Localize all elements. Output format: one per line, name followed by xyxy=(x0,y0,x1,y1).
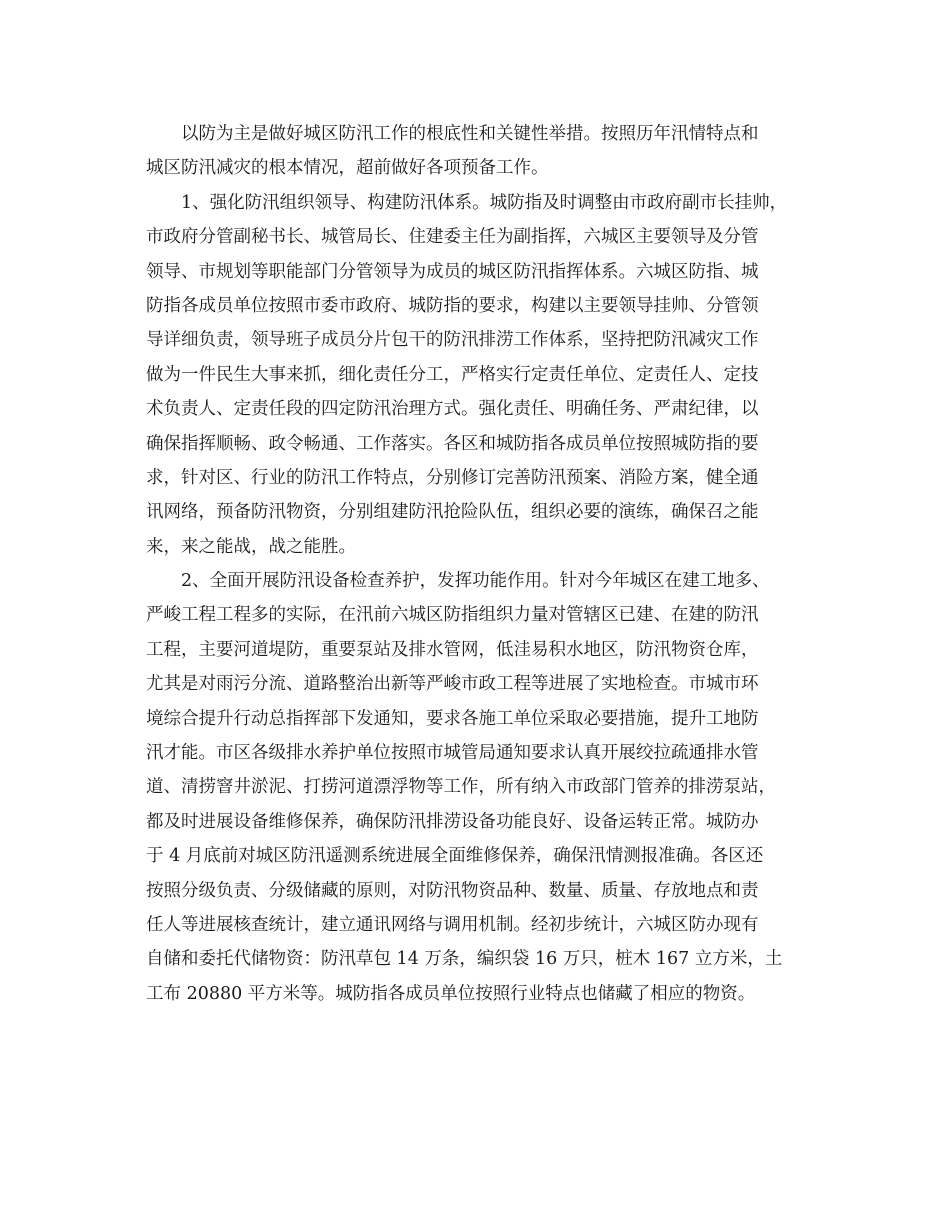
paragraph-2-line-8: 确保指挥顺畅、政令畅通、工作落实。各区和城防指各成员单位按照城防指的要 xyxy=(146,433,759,454)
paragraph-2-line-3: 领导、市规划等职能部门分管领导为成员的城区防汛指挥体系。六城区防指、城 xyxy=(146,261,759,282)
paragraph-2-line-2: 市政府分管副秘书长、城管局长、住建委主任为副指挥，六城区主要领导及分管 xyxy=(146,227,759,248)
paragraph-3-line-7: 道、清捞窨井淤泥、打捞河道漂浮物等工作，所有纳入市政部门管养的排涝泵站， xyxy=(146,777,776,798)
paragraph-3-line-4: 尤其是对雨污分流、道路整治出新等严峻市政工程等进展了实地检查。市城市环 xyxy=(146,674,759,695)
paragraph-3-line-9: 于 4 月底前对城区防汛遥测系统进展全面维修保养，确保汛情测报准确。各区还 xyxy=(146,846,764,867)
paragraph-1-line-2: 城区防汛减灾的根本情况，超前做好各项预备工作。 xyxy=(146,158,549,179)
paragraph-3-line-12: 自储和委托代储物资：防汛草包 14 万条，编织袋 16 万只，桩木 167 立方米，土 xyxy=(146,949,783,970)
paragraph-3-line-13: 工布 20880 平方米等。城防指各成员单位按照行业特点也储藏了相应的物资。 xyxy=(146,983,756,1004)
paragraph-3-line-2: 严峻工程工程多的实际，在汛前六城区防指组织力量对管辖区已建、在建的防汛 xyxy=(146,605,759,626)
paragraph-1-line-1: 以防为主是做好城区防汛工作的根底性和关键性举措。按照历年汛情特点和 xyxy=(181,124,759,144)
paragraph-2-line-11: 来，来之能战，战之能胜。 xyxy=(146,536,356,557)
paragraph-2-line-9: 求，针对区、行业的防汛工作特点，分别修订完善防汛预案、消险方案，健全通 xyxy=(146,467,759,488)
paragraph-3-line-5: 境综合提升行动总指挥部下发通知，要求各施工单位采取必要措施，提升工地防 xyxy=(146,708,759,729)
paragraph-3-line-8: 都及时进展设备维修保养，确保防汛排涝设备功能良好、设备运转正常。城防办 xyxy=(146,811,759,832)
paragraph-3-line-10: 按照分级负责、分级储藏的原则，对防汛物资品种、数量、质量、存放地点和责 xyxy=(146,880,759,901)
paragraph-2-line-1: 1、强化防汛组织领导、构建防汛体系。城防指及时调整由市政府副市长挂帅， xyxy=(181,192,788,213)
paragraph-3-line-3: 工程，主要河道堤防，重要泵站及排水管网，低洼易积水地区，防汛物资仓库， xyxy=(146,639,759,660)
paragraph-2-line-5: 导详细负责，领导班子成员分片包干的防汛排涝工作体系，坚持把防汛减灾工作 xyxy=(146,330,759,351)
paragraph-3-line-11: 任人等进展核查统计，建立通讯网络与调用机制。经初步统计，六城区防办现有 xyxy=(146,914,759,935)
paragraph-3-line-1: 2、全面开展防汛设备检查养护，发挥功能作用。针对今年城区在建工地多、 xyxy=(181,571,770,592)
paragraph-2-line-6: 做为一件民生大事来抓，细化责任分工，严格实行定责任单位、定责任人、定技 xyxy=(146,364,759,385)
paragraph-2-line-7: 术负责人、定责任段的四定防汛治理方式。强化责任、明确任务、严肃纪律，以 xyxy=(146,399,759,420)
document-body xyxy=(146,117,826,1011)
paragraph-2-line-4: 防指各成员单位按照市委市政府、城防指的要求，构建以主要领导挂帅、分管领 xyxy=(146,295,759,316)
paragraph-3-line-6: 汛才能。市区各级排水养护单位按照市城管局通知要求认真开展绞拉疏通排水管 xyxy=(146,743,759,764)
paragraph-2-line-10: 讯网络，预备防汛物资，分别组建防汛抢险队伍，组织必要的演练，确保召之能 xyxy=(146,502,759,523)
